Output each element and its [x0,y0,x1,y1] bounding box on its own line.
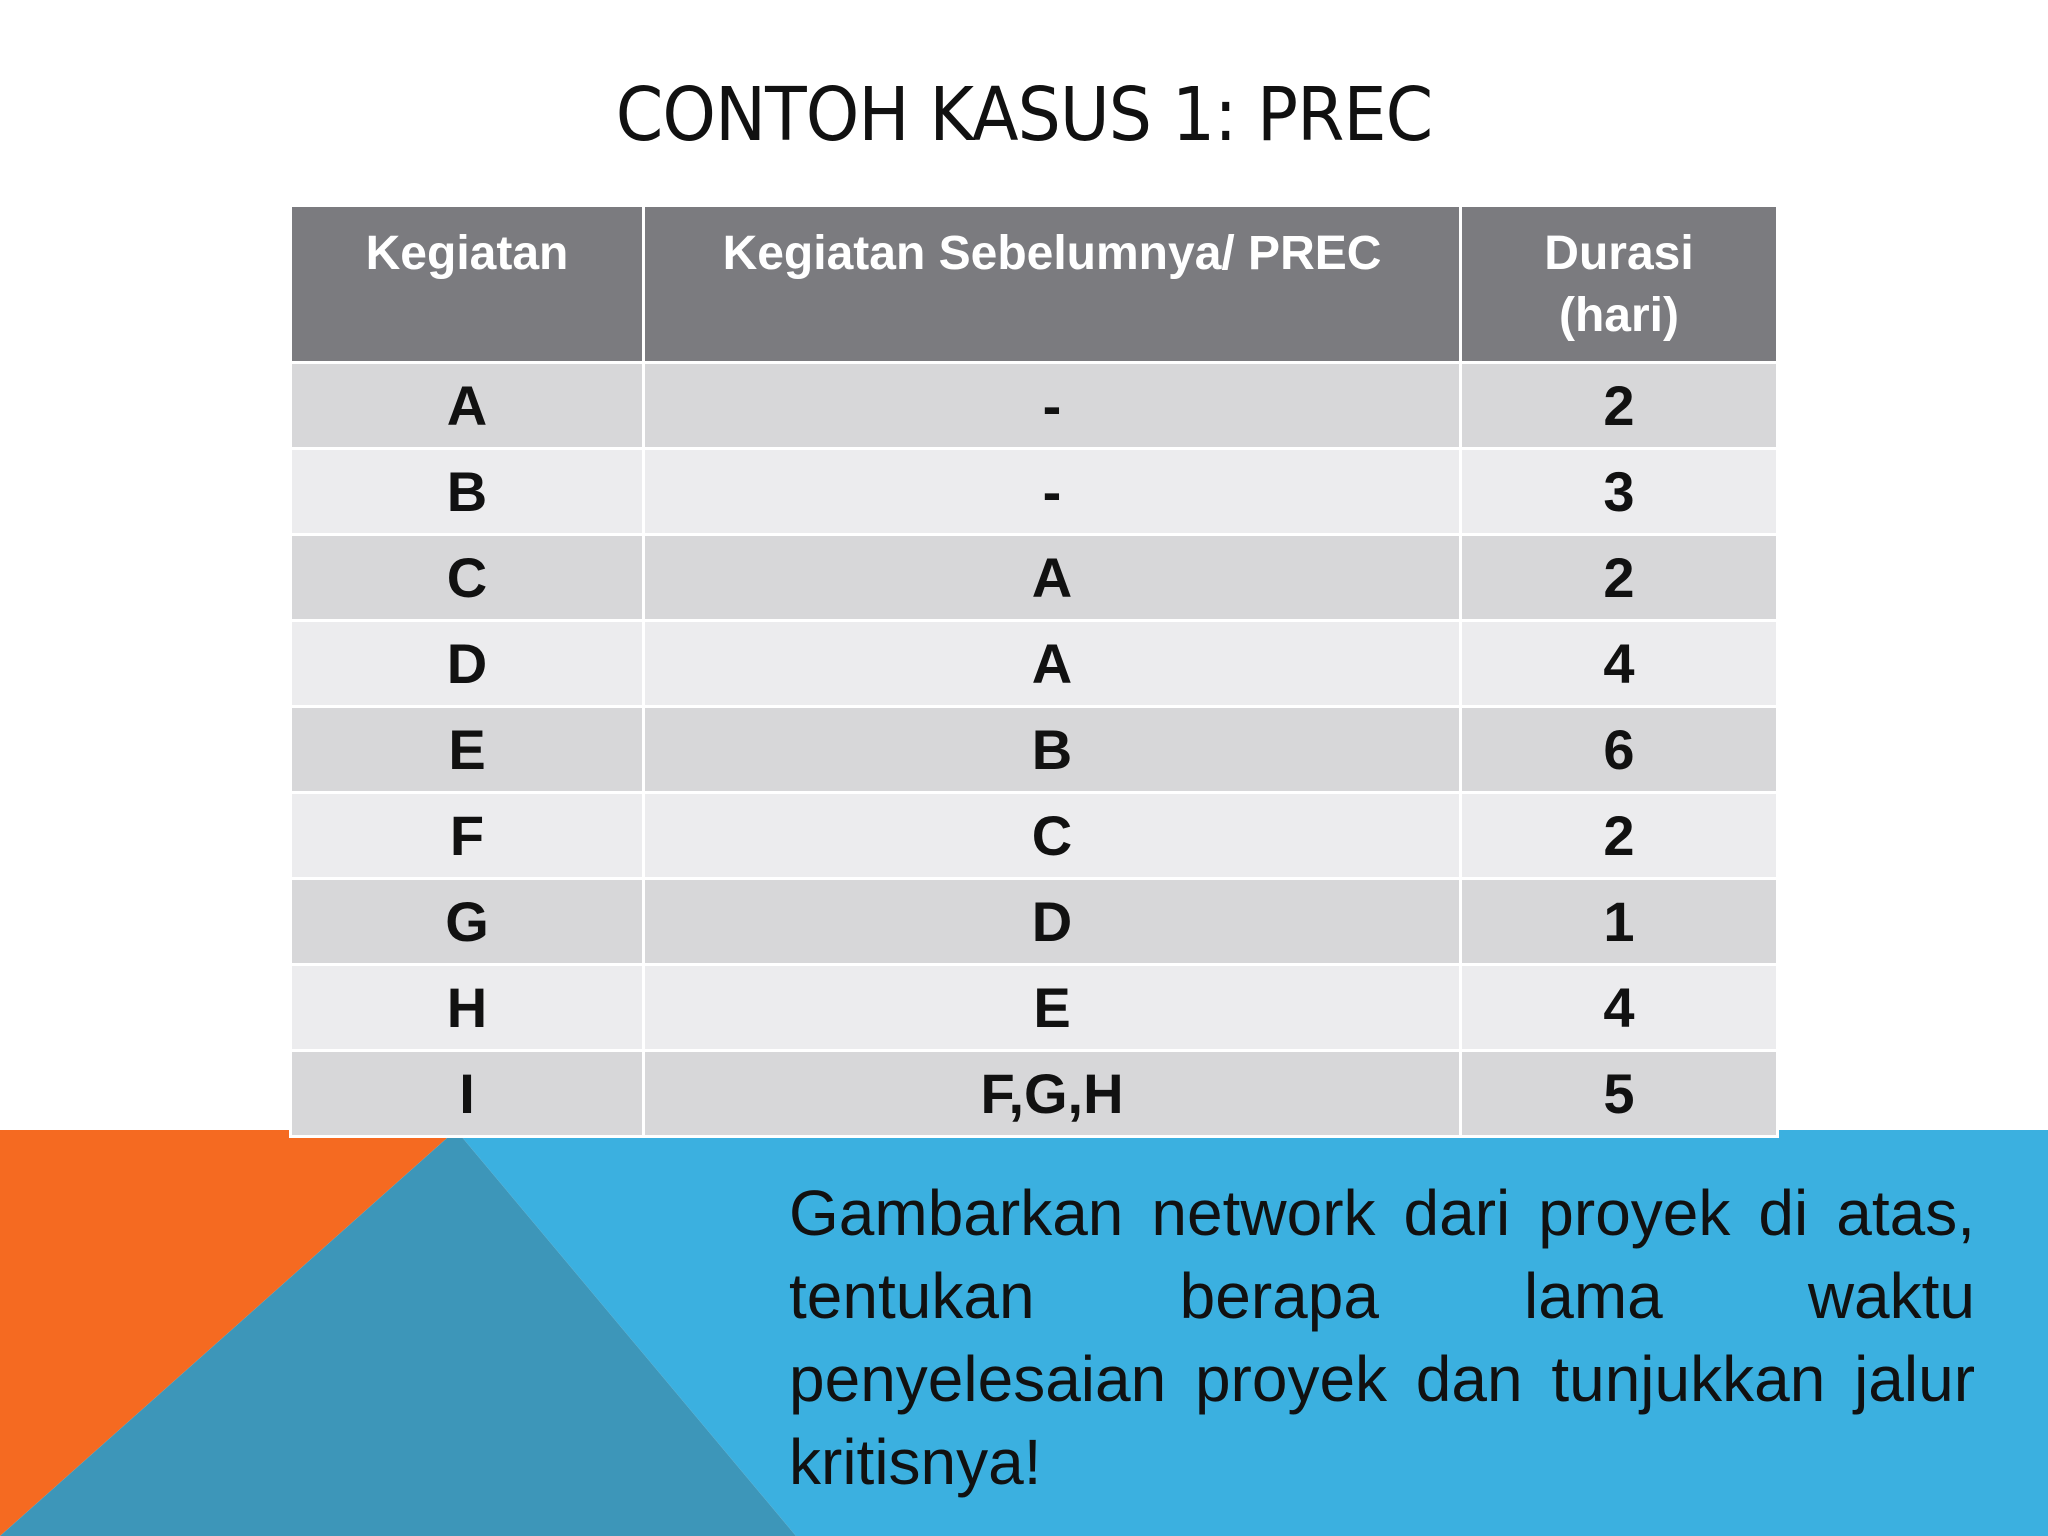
table-row [291,879,1778,965]
header-predecessor: Kegiatan Sebelumnya/ PREC [644,206,1461,363]
cell-activity: G [291,879,644,965]
table-row [291,793,1778,879]
cell-activity: E [291,707,644,793]
instruction-text: Gambarkan network dari proyek di atas, tentukan berapa lama waktu penyelesaian proyek dan tunjukkan jalur kritisnya! [789,1177,1975,1498]
header-duration-line1: Durasi [1544,227,1694,280]
cell-duration: 1 [1461,879,1778,965]
cell-duration: 6 [1461,707,1778,793]
cell-predecessor: B [644,707,1461,793]
cell-predecessor: D [644,879,1461,965]
cell-duration: 2 [1461,363,1778,449]
table-row [291,1051,1778,1137]
header-duration [1461,206,1778,363]
cell-predecessor: E [644,965,1461,1051]
table-header-row [291,206,1778,363]
table-row [291,707,1778,793]
table-row [291,621,1778,707]
cell-duration: 3 [1461,449,1778,535]
cell-activity: B [291,449,644,535]
cell-activity: I [291,1051,644,1137]
table-row [291,449,1778,535]
cell-predecessor: C [644,793,1461,879]
cell-activity: H [291,965,644,1051]
cell-predecessor: F,G,H [644,1051,1461,1137]
cell-duration: 4 [1461,621,1778,707]
header-duration-line2: (hari) [1559,289,1679,342]
cell-activity: A [291,363,644,449]
cell-duration: 5 [1461,1051,1778,1137]
cell-predecessor: - [644,363,1461,449]
cell-duration: 4 [1461,965,1778,1051]
cell-predecessor: A [644,535,1461,621]
table-row [291,535,1778,621]
table-row [291,965,1778,1051]
cell-activity: C [291,535,644,621]
activity-table [289,204,1779,1138]
cell-predecessor: A [644,621,1461,707]
cell-duration: 2 [1461,535,1778,621]
cell-predecessor: - [644,449,1461,535]
table-row [291,363,1778,449]
header-activity: Kegiatan [291,206,644,363]
cell-duration: 2 [1461,793,1778,879]
cell-activity: F [291,793,644,879]
slide-title: CONTOH KASUS 1: PREC [615,72,1433,158]
cell-activity: D [291,621,644,707]
